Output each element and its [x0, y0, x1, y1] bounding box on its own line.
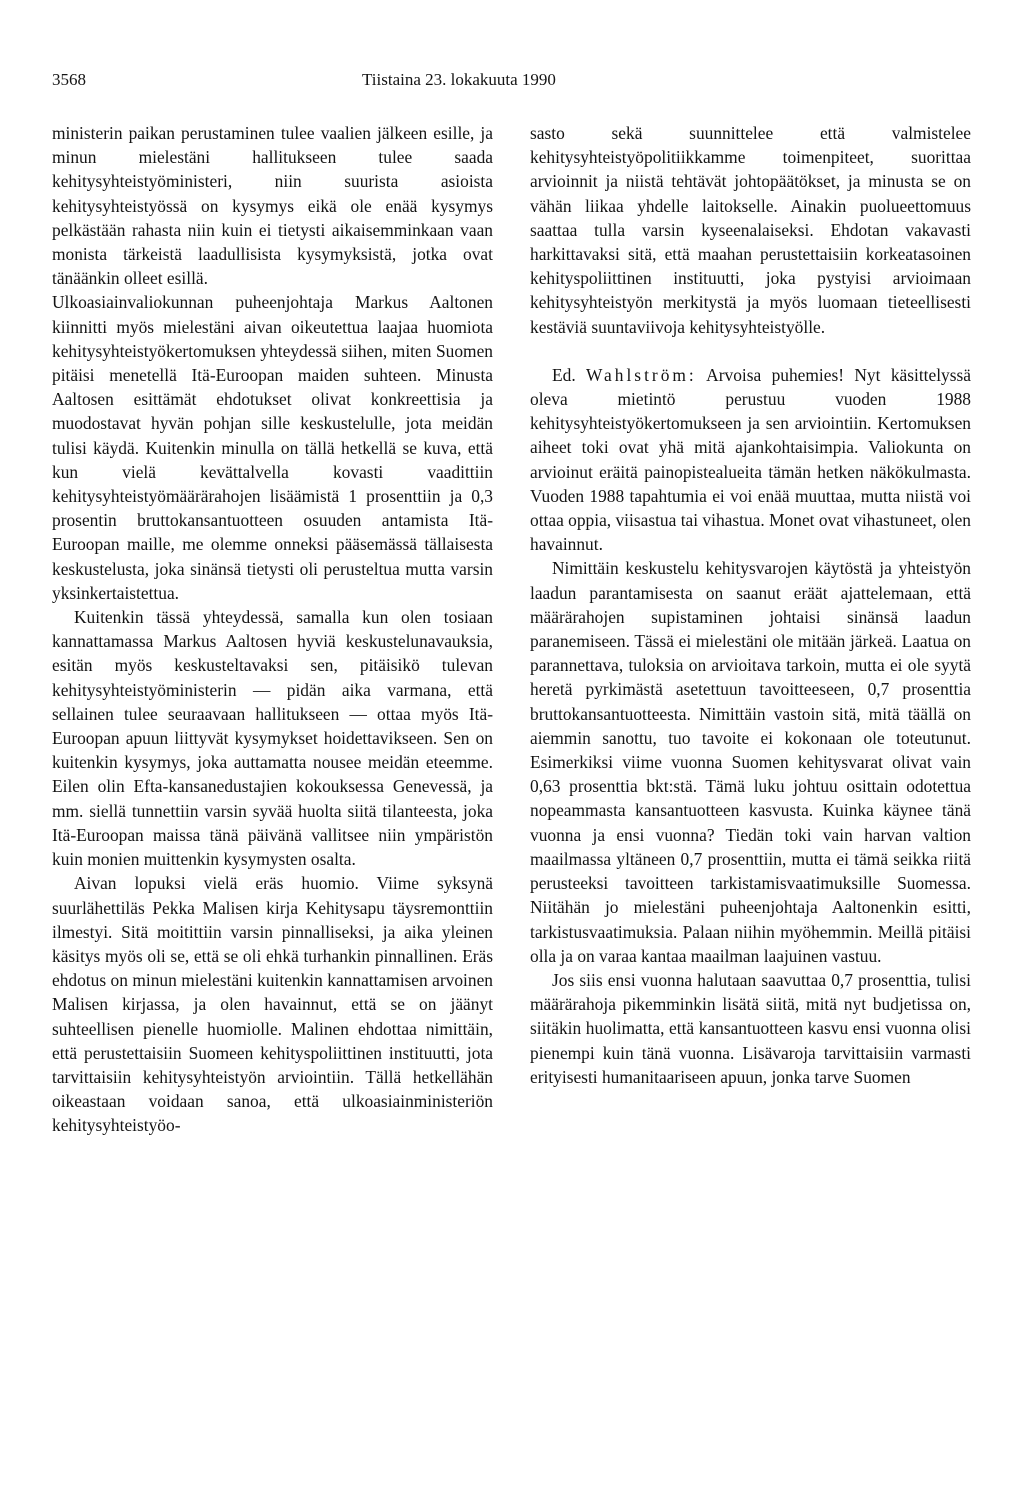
speaker-prefix: Ed.	[552, 364, 576, 385]
paragraph: Ulkoasiainvaliokunnan puheenjohtaja Markus Aaltonen kiinnitti myös mielestäni aivan oikeutettua laajaa huomiota kehitysyhteistyökertomuksen yhteydessä siihen, miten Suomen pitäisi menetellä Itä-Euroopan maiden suhteen. Minusta Aaltosen esittämät ehdotukset olivat konkreettisia ja muodostavat hyvän pohjan sille keskustelulle, jota meidän tulisi käydä. Kuitenkin minulla on tällä hetkellä se kuva, että kun vielä kevättalvella kovasti vaadittiin kehitysyhteistyömäärärahojen lisäämistä 1 prosenttiin ja 0,3 prosentin bruttokansantuotteen osuuden antamista Itä-Euroopan maille, me olemme onneksi pääsemässä tällaisesta keskustelusta, joka sinänsä tietysti oli perusteltua mutta varsin yksinkertaistettua.	[52, 292, 493, 603]
paragraph: sasto sekä suunnittelee että valmistelee kehitysyhteistyöpolitiikkamme toimenpiteet, suorittaa arvioinnit ja niistä tehtävät johtopäätökset, ja minusta se on vähän liikaa yhdelle laitokselle. Ainakin puolueettomuus saattaa tulla varsin kyseenalaiseksi. Ehdotan vakavasti harkittavaksi sitä, että maahan perustettaisiin korkeatasoinen kehityspoliittinen instituutti, joka pystyisi arvioimaan kehitysyhteistyön merkitystä ja myös luomaan tieteellisesti kestäviä suuntaviivoja kehitysyhteistyölle.	[530, 123, 971, 337]
paragraph: Jos siis ensi vuonna halutaan saavuttaa 0,7 prosenttia, tulisi määrärahoja pikemminkin lisätä siitä, mitä nyt budjetissa on, siitäkin huolimatta, että kansantuotteen kasvu ensi vuonna olisi pienempi kuin tänä vuonna. Lisävaroja tarvittaisiin varmasti erityisesti humanitaariseen apuun, jonka tarve Suomen	[530, 969, 971, 1087]
right-column	[530, 121, 971, 1089]
paragraph: Aivan lopuksi vielä eräs huomio. Viime syksynä suurlähettiläs Pekka Malisen kirja Kehitysapu täysremonttiin ilmestyi. Sitä moitittiin varsin pinnalliseksi, ja aika yleinen käsitys myös oli se, että se oli ehkä turhankin pinnallinen. Eräs ehdotus on minun mielestäni kuitenkin kannattamisen arvoinen Malisen kirjassa, ja olen havainnut, että se on jäänyt suhteellisen pienelle huomiolle. Malinen ehdottaa nimittäin, että perustettaisiin Suomeen kehityspoliittinen instituutti, jota tarvittaisiin kehitysyhteistyön arviointiin. Tällä hetkellähän oikeastaan voidaan sanoa, että ulkoasiainministeriön kehitysyhteistyöo-	[52, 873, 493, 1136]
speech-paragraph	[530, 363, 971, 557]
speaker-name: Wahlström:	[586, 364, 697, 385]
page-number: 3568	[52, 70, 86, 89]
paragraph: Kuitenkin tässä yhteydessä, samalla kun olen tosiaan kannattamassa Markus Aaltosen hyviä keskustelunavauksia, esitän myös keskusteltavaksi sen, pitäisikö tulevan kehitysyhteistyöministerin — pidän aika varmana, että sellainen tulee seuraavaan hallitukseen — ottaa myös Itä-Euroopan apuun liittyvät kysymykset hoidettavikseen. Sen on kuitenkin kysymys, joka auttamatta nousee meidän eteemme. Eilen olin Efta-kansanedustajien kokouksessa Genevessä, ja mm. siellä tunnettiin varsin syvää huolta siitä tilanteesta, joka Itä-Euroopan maissa tänä päivänä vallitsee niin ympäristön kuin monien muittenkin kysymysten osalta.	[52, 607, 493, 870]
running-title: Tiistaina 23. lokakuuta 1990	[362, 70, 556, 89]
left-column	[52, 121, 493, 1138]
paragraph: Nimittäin keskustelu kehitysvarojen käytöstä ja yhteistyön laadun parantamisesta on saanut eräät ajattelemaan, että määrärahojen supistaminen johtaisi sinänsä laadun paranemiseen. Tässä ei mielestäni ole mitään järkeä. Laatua on parannettava, tuloksia on arvioitava tarkoin, mutta ei ole syytä heretä pyrkimästä asetettuun tavoitteeseen, 0,7 prosenttia bruttokansantuotteesta. Nimittäin vastoin sitä, mitä täällä on aiemmin sanottu, tuo tavoite ei kokonaan ole toteutunut. Esimerkiksi viime vuonna Suomen kehitysvarat olivat vain 0,63 prosenttia bkt:stä. Tämä luku johtuu osittain odotettua nopeammasta kansantuotteen kasvusta. Kuinka käynee tänä vuonna ja ensi vuonna? Tiedän toki vain harvan valtion maailmassa yltäneen 0,7 prosenttiin, mutta ei tämä seikka riitä perusteeksi tavoitteen tarkistamisvaatimuksille Suomessa. Niitähän jo mielestäni puheenjohtaja Aaltonenkin esitti, tarkistusvaatimuksia. Palaan niihin myöhemmin. Meillä pitäisi olla ja on varaa kantaa maailman laajuinen vastuu.	[530, 558, 971, 966]
speech-text: Arvoisa puhemies! Nyt käsittelyssä oleva mietintö perustuu vuoden 1988 kehitysyhteistyökertomukseen ja sen arviointiin. Kertomuksen aiheet toki ovat yhä mitä ajankohtaisimpia. Valiokunta on arvioinut eräitä painopistealueita tämän hetken näkökulmasta. Vuoden 1988 tapahtumia ei voi enää muuttaa, mutta niistä voi ottaa oppia, viisastua tai vihastua. Monet ovat vihastuneet, olen havainnut.	[530, 364, 971, 555]
page-header	[52, 70, 972, 94]
paragraph: ministerin paikan perustaminen tulee vaalien jälkeen esille, ja minun mielestäni hallitukseen tulee saada kehitysyhteistyöministeri, niin suurista asioista kehitysyhteistyössä on kysymys eikä ole enää kysymys pelkästään rahasta niin kuin ei tietysti aikaisemminkaan vaan monista tärkeistä laadullisista kysymyksistä, jotka ovat tänäänkin olleet esillä.	[52, 123, 493, 289]
